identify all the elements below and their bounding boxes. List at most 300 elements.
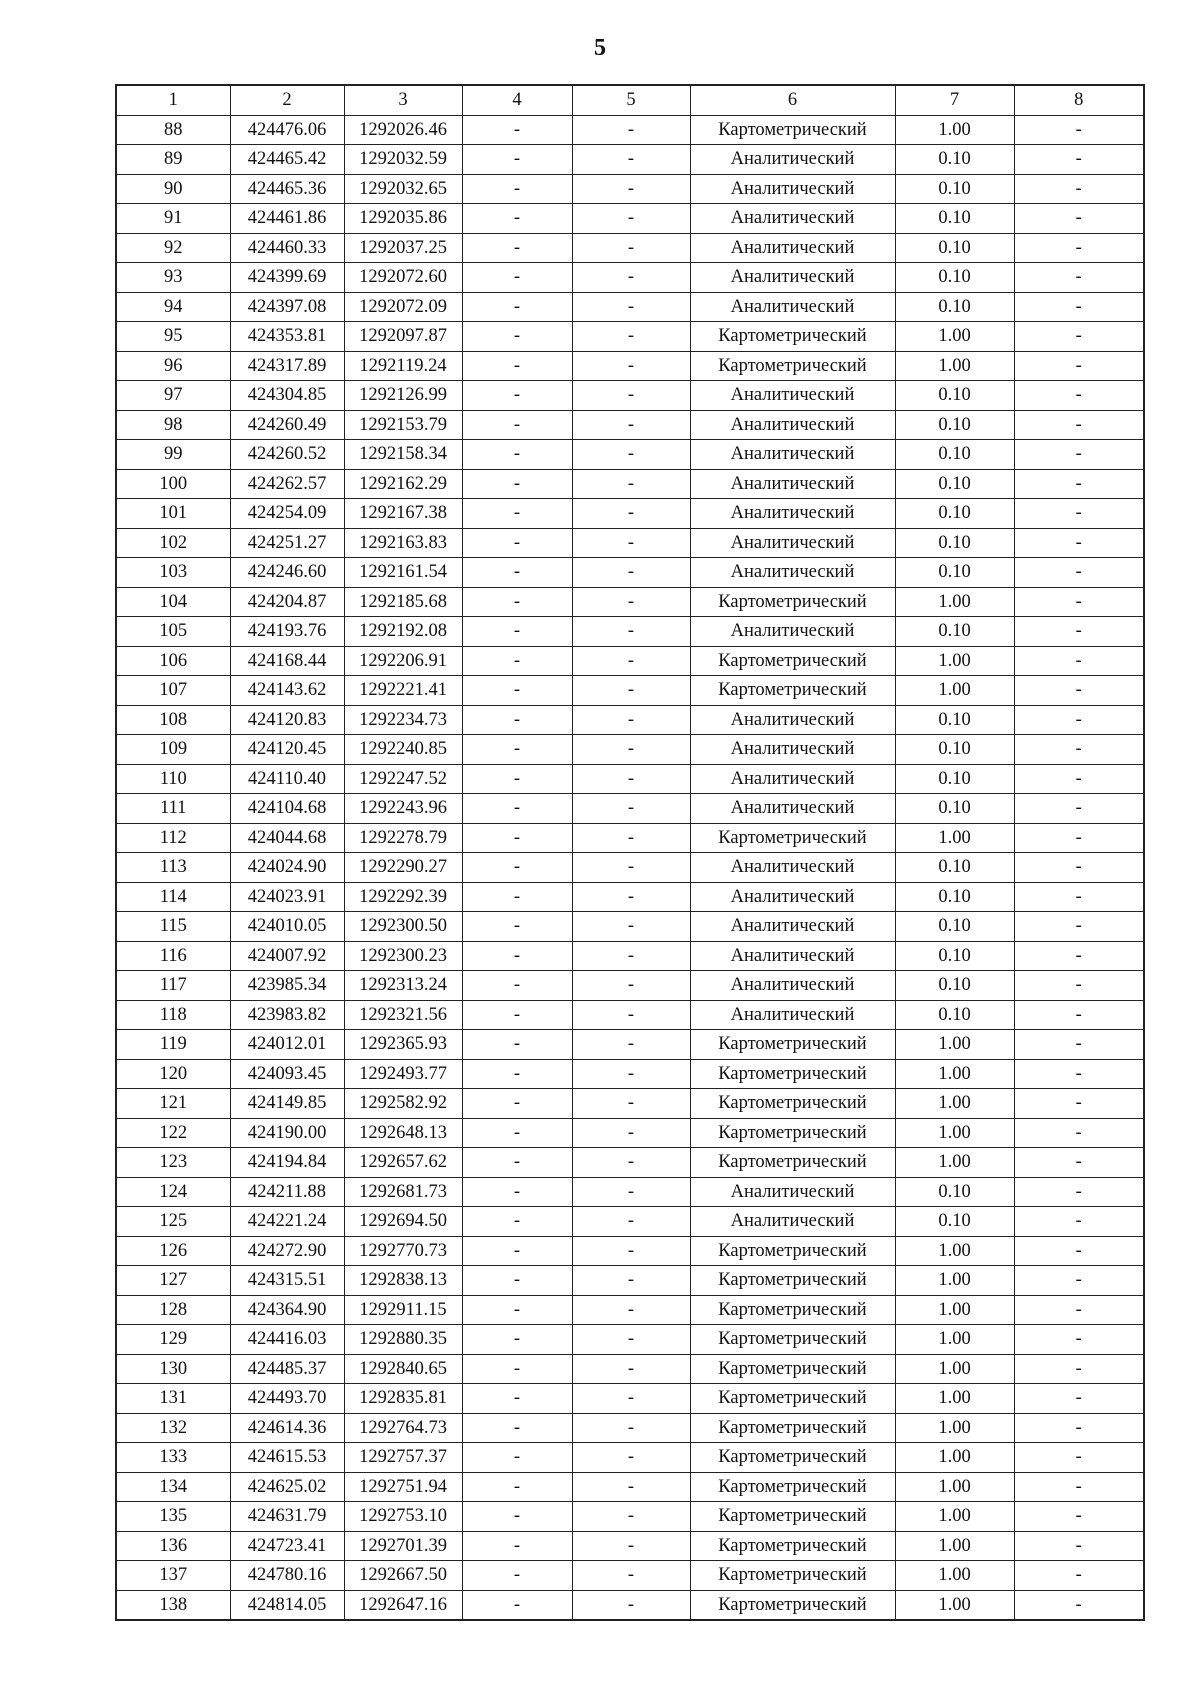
column-5-cell: - xyxy=(572,410,690,440)
accuracy-cell: 0.10 xyxy=(895,853,1014,883)
table-row xyxy=(116,1030,1144,1060)
column-4-cell: - xyxy=(462,1295,572,1325)
y-coordinate-cell: 1292840.65 xyxy=(344,1354,462,1384)
column-4-cell: - xyxy=(462,1384,572,1414)
y-coordinate-cell: 1292247.52 xyxy=(344,764,462,794)
x-coordinate-cell: 424120.45 xyxy=(230,735,344,765)
column-5-cell: - xyxy=(572,292,690,322)
point-number-cell: 102 xyxy=(116,528,230,558)
column-4-cell: - xyxy=(462,263,572,293)
column-8-cell: - xyxy=(1014,735,1144,765)
table-row xyxy=(116,912,1144,942)
column-4-cell: - xyxy=(462,204,572,234)
column-4-cell: - xyxy=(462,1413,572,1443)
point-number-cell: 91 xyxy=(116,204,230,234)
y-coordinate-cell: 1292278.79 xyxy=(344,823,462,853)
point-number-cell: 122 xyxy=(116,1118,230,1148)
y-coordinate-cell: 1292313.24 xyxy=(344,971,462,1001)
column-header-1: 1 xyxy=(116,85,230,115)
accuracy-cell: 0.10 xyxy=(895,528,1014,558)
table-row xyxy=(116,764,1144,794)
column-5-cell: - xyxy=(572,115,690,145)
x-coordinate-cell: 424007.92 xyxy=(230,941,344,971)
point-number-cell: 99 xyxy=(116,440,230,470)
accuracy-cell: 1.00 xyxy=(895,1030,1014,1060)
column-8-cell: - xyxy=(1014,1148,1144,1178)
column-8-cell: - xyxy=(1014,1472,1144,1502)
table-row xyxy=(116,381,1144,411)
column-4-cell: - xyxy=(462,1030,572,1060)
column-5-cell: - xyxy=(572,351,690,381)
column-5-cell: - xyxy=(572,322,690,352)
method-cell: Аналитический xyxy=(690,882,895,912)
x-coordinate-cell: 424416.03 xyxy=(230,1325,344,1355)
accuracy-cell: 0.10 xyxy=(895,1177,1014,1207)
method-cell: Аналитический xyxy=(690,410,895,440)
x-coordinate-cell: 424023.91 xyxy=(230,882,344,912)
point-number-cell: 138 xyxy=(116,1590,230,1620)
column-4-cell: - xyxy=(462,823,572,853)
point-number-cell: 119 xyxy=(116,1030,230,1060)
point-number-cell: 108 xyxy=(116,705,230,735)
column-8-cell: - xyxy=(1014,204,1144,234)
table-header-row xyxy=(116,85,1144,115)
column-5-cell: - xyxy=(572,853,690,883)
column-4-cell: - xyxy=(462,1148,572,1178)
x-coordinate-cell: 424254.09 xyxy=(230,499,344,529)
accuracy-cell: 1.00 xyxy=(895,1295,1014,1325)
table-row xyxy=(116,174,1144,204)
page-number: 5 xyxy=(594,35,606,61)
method-cell: Картометрический xyxy=(690,676,895,706)
column-5-cell: - xyxy=(572,912,690,942)
column-8-cell: - xyxy=(1014,764,1144,794)
table-row xyxy=(116,115,1144,145)
accuracy-cell: 1.00 xyxy=(895,1354,1014,1384)
method-cell: Аналитический xyxy=(690,469,895,499)
table-row xyxy=(116,233,1144,263)
column-5-cell: - xyxy=(572,145,690,175)
column-8-cell: - xyxy=(1014,1325,1144,1355)
x-coordinate-cell: 424272.90 xyxy=(230,1236,344,1266)
point-number-cell: 101 xyxy=(116,499,230,529)
table-row xyxy=(116,322,1144,352)
y-coordinate-cell: 1292072.09 xyxy=(344,292,462,322)
x-coordinate-cell: 424262.57 xyxy=(230,469,344,499)
accuracy-cell: 0.10 xyxy=(895,882,1014,912)
column-5-cell: - xyxy=(572,1059,690,1089)
column-4-cell: - xyxy=(462,1207,572,1237)
method-cell: Аналитический xyxy=(690,174,895,204)
x-coordinate-cell: 424814.05 xyxy=(230,1590,344,1620)
column-8-cell: - xyxy=(1014,145,1144,175)
y-coordinate-cell: 1292764.73 xyxy=(344,1413,462,1443)
x-coordinate-cell: 423985.34 xyxy=(230,971,344,1001)
method-cell: Картометрический xyxy=(690,1561,895,1591)
column-5-cell: - xyxy=(572,1030,690,1060)
column-5-cell: - xyxy=(572,882,690,912)
column-8-cell: - xyxy=(1014,1354,1144,1384)
x-coordinate-cell: 424485.37 xyxy=(230,1354,344,1384)
method-cell: Картометрический xyxy=(690,1059,895,1089)
accuracy-cell: 0.10 xyxy=(895,469,1014,499)
table-row xyxy=(116,646,1144,676)
x-coordinate-cell: 424304.85 xyxy=(230,381,344,411)
method-cell: Аналитический xyxy=(690,204,895,234)
point-number-cell: 89 xyxy=(116,145,230,175)
method-cell: Картометрический xyxy=(690,587,895,617)
column-4-cell: - xyxy=(462,469,572,499)
accuracy-cell: 1.00 xyxy=(895,322,1014,352)
table-row xyxy=(116,735,1144,765)
method-cell: Аналитический xyxy=(690,853,895,883)
column-4-cell: - xyxy=(462,322,572,352)
accuracy-cell: 0.10 xyxy=(895,558,1014,588)
column-8-cell: - xyxy=(1014,1089,1144,1119)
column-4-cell: - xyxy=(462,735,572,765)
column-5-cell: - xyxy=(572,233,690,263)
point-number-cell: 134 xyxy=(116,1472,230,1502)
point-number-cell: 116 xyxy=(116,941,230,971)
point-number-cell: 127 xyxy=(116,1266,230,1296)
column-4-cell: - xyxy=(462,1325,572,1355)
table-row xyxy=(116,499,1144,529)
y-coordinate-cell: 1292158.34 xyxy=(344,440,462,470)
method-cell: Картометрический xyxy=(690,351,895,381)
column-4-cell: - xyxy=(462,764,572,794)
method-cell: Картометрический xyxy=(690,1590,895,1620)
accuracy-cell: 0.10 xyxy=(895,764,1014,794)
column-8-cell: - xyxy=(1014,1030,1144,1060)
point-number-cell: 114 xyxy=(116,882,230,912)
method-cell: Картометрический xyxy=(690,823,895,853)
point-number-cell: 136 xyxy=(116,1531,230,1561)
point-number-cell: 107 xyxy=(116,676,230,706)
table-row xyxy=(116,1000,1144,1030)
y-coordinate-cell: 1292835.81 xyxy=(344,1384,462,1414)
column-5-cell: - xyxy=(572,1118,690,1148)
y-coordinate-cell: 1292657.62 xyxy=(344,1148,462,1178)
column-5-cell: - xyxy=(572,1561,690,1591)
column-5-cell: - xyxy=(572,1177,690,1207)
accuracy-cell: 1.00 xyxy=(895,1148,1014,1178)
column-8-cell: - xyxy=(1014,676,1144,706)
column-5-cell: - xyxy=(572,971,690,1001)
column-5-cell: - xyxy=(572,1000,690,1030)
point-number-cell: 126 xyxy=(116,1236,230,1266)
column-4-cell: - xyxy=(462,1236,572,1266)
accuracy-cell: 0.10 xyxy=(895,794,1014,824)
point-number-cell: 96 xyxy=(116,351,230,381)
accuracy-cell: 1.00 xyxy=(895,1531,1014,1561)
column-8-cell: - xyxy=(1014,1295,1144,1325)
column-4-cell: - xyxy=(462,174,572,204)
column-4-cell: - xyxy=(462,705,572,735)
accuracy-cell: 1.00 xyxy=(895,1266,1014,1296)
point-number-cell: 105 xyxy=(116,617,230,647)
column-5-cell: - xyxy=(572,381,690,411)
table-row xyxy=(116,1059,1144,1089)
accuracy-cell: 1.00 xyxy=(895,1590,1014,1620)
column-4-cell: - xyxy=(462,676,572,706)
y-coordinate-cell: 1292365.93 xyxy=(344,1030,462,1060)
column-4-cell: - xyxy=(462,587,572,617)
table-row xyxy=(116,941,1144,971)
method-cell: Аналитический xyxy=(690,381,895,411)
column-4-cell: - xyxy=(462,381,572,411)
y-coordinate-cell: 1292753.10 xyxy=(344,1502,462,1532)
column-4-cell: - xyxy=(462,941,572,971)
column-5-cell: - xyxy=(572,1443,690,1473)
column-4-cell: - xyxy=(462,1177,572,1207)
column-4-cell: - xyxy=(462,1502,572,1532)
column-4-cell: - xyxy=(462,1472,572,1502)
y-coordinate-cell: 1292757.37 xyxy=(344,1443,462,1473)
y-coordinate-cell: 1292240.85 xyxy=(344,735,462,765)
table-row xyxy=(116,351,1144,381)
column-8-cell: - xyxy=(1014,587,1144,617)
x-coordinate-cell: 424110.40 xyxy=(230,764,344,794)
x-coordinate-cell: 424193.76 xyxy=(230,617,344,647)
x-coordinate-cell: 424211.88 xyxy=(230,1177,344,1207)
column-8-cell: - xyxy=(1014,853,1144,883)
accuracy-cell: 1.00 xyxy=(895,1384,1014,1414)
table-row xyxy=(116,794,1144,824)
method-cell: Картометрический xyxy=(690,1531,895,1561)
column-5-cell: - xyxy=(572,440,690,470)
y-coordinate-cell: 1292032.59 xyxy=(344,145,462,175)
point-number-cell: 103 xyxy=(116,558,230,588)
column-5-cell: - xyxy=(572,1472,690,1502)
column-5-cell: - xyxy=(572,174,690,204)
column-5-cell: - xyxy=(572,1413,690,1443)
table-row xyxy=(116,882,1144,912)
column-8-cell: - xyxy=(1014,115,1144,145)
method-cell: Аналитический xyxy=(690,941,895,971)
x-coordinate-cell: 424190.00 xyxy=(230,1118,344,1148)
table-row xyxy=(116,971,1144,1001)
accuracy-cell: 1.00 xyxy=(895,1502,1014,1532)
y-coordinate-cell: 1292582.92 xyxy=(344,1089,462,1119)
accuracy-cell: 1.00 xyxy=(895,115,1014,145)
method-cell: Аналитический xyxy=(690,145,895,175)
accuracy-cell: 0.10 xyxy=(895,233,1014,263)
point-number-cell: 133 xyxy=(116,1443,230,1473)
x-coordinate-cell: 424399.69 xyxy=(230,263,344,293)
method-cell: Аналитический xyxy=(690,764,895,794)
accuracy-cell: 0.10 xyxy=(895,1000,1014,1030)
method-cell: Картометрический xyxy=(690,1443,895,1473)
method-cell: Аналитический xyxy=(690,499,895,529)
column-5-cell: - xyxy=(572,1354,690,1384)
x-coordinate-cell: 424397.08 xyxy=(230,292,344,322)
column-header-5: 5 xyxy=(572,85,690,115)
column-4-cell: - xyxy=(462,145,572,175)
table-row xyxy=(116,292,1144,322)
column-4-cell: - xyxy=(462,1443,572,1473)
table-row xyxy=(116,1502,1144,1532)
column-8-cell: - xyxy=(1014,1413,1144,1443)
column-8-cell: - xyxy=(1014,558,1144,588)
x-coordinate-cell: 424476.06 xyxy=(230,115,344,145)
column-5-cell: - xyxy=(572,1590,690,1620)
x-coordinate-cell: 424204.87 xyxy=(230,587,344,617)
y-coordinate-cell: 1292167.38 xyxy=(344,499,462,529)
accuracy-cell: 1.00 xyxy=(895,1413,1014,1443)
point-number-cell: 123 xyxy=(116,1148,230,1178)
column-5-cell: - xyxy=(572,1384,690,1414)
column-8-cell: - xyxy=(1014,1502,1144,1532)
table-row xyxy=(116,705,1144,735)
column-5-cell: - xyxy=(572,1266,690,1296)
table-row xyxy=(116,823,1144,853)
x-coordinate-cell: 424104.68 xyxy=(230,794,344,824)
y-coordinate-cell: 1292667.50 xyxy=(344,1561,462,1591)
y-coordinate-cell: 1292300.23 xyxy=(344,941,462,971)
y-coordinate-cell: 1292119.24 xyxy=(344,351,462,381)
method-cell: Картометрический xyxy=(690,1266,895,1296)
y-coordinate-cell: 1292701.39 xyxy=(344,1531,462,1561)
y-coordinate-cell: 1292243.96 xyxy=(344,794,462,824)
y-coordinate-cell: 1292163.83 xyxy=(344,528,462,558)
accuracy-cell: 1.00 xyxy=(895,1472,1014,1502)
method-cell: Аналитический xyxy=(690,292,895,322)
method-cell: Аналитический xyxy=(690,912,895,942)
column-4-cell: - xyxy=(462,1266,572,1296)
x-coordinate-cell: 424631.79 xyxy=(230,1502,344,1532)
column-8-cell: - xyxy=(1014,912,1144,942)
y-coordinate-cell: 1292032.65 xyxy=(344,174,462,204)
column-5-cell: - xyxy=(572,1207,690,1237)
accuracy-cell: 0.10 xyxy=(895,204,1014,234)
x-coordinate-cell: 424461.86 xyxy=(230,204,344,234)
column-8-cell: - xyxy=(1014,646,1144,676)
x-coordinate-cell: 424625.02 xyxy=(230,1472,344,1502)
column-5-cell: - xyxy=(572,204,690,234)
accuracy-cell: 0.10 xyxy=(895,381,1014,411)
y-coordinate-cell: 1292221.41 xyxy=(344,676,462,706)
table-row xyxy=(116,1148,1144,1178)
column-8-cell: - xyxy=(1014,941,1144,971)
point-number-cell: 97 xyxy=(116,381,230,411)
accuracy-cell: 1.00 xyxy=(895,676,1014,706)
column-5-cell: - xyxy=(572,528,690,558)
column-5-cell: - xyxy=(572,705,690,735)
y-coordinate-cell: 1292192.08 xyxy=(344,617,462,647)
y-coordinate-cell: 1292681.73 xyxy=(344,1177,462,1207)
column-4-cell: - xyxy=(462,499,572,529)
point-number-cell: 93 xyxy=(116,263,230,293)
point-number-cell: 125 xyxy=(116,1207,230,1237)
column-4-cell: - xyxy=(462,440,572,470)
column-header-4: 4 xyxy=(462,85,572,115)
x-coordinate-cell: 424024.90 xyxy=(230,853,344,883)
x-coordinate-cell: 424260.52 xyxy=(230,440,344,470)
method-cell: Картометрический xyxy=(690,1325,895,1355)
y-coordinate-cell: 1292161.54 xyxy=(344,558,462,588)
column-8-cell: - xyxy=(1014,1590,1144,1620)
point-number-cell: 130 xyxy=(116,1354,230,1384)
column-8-cell: - xyxy=(1014,1059,1144,1089)
column-8-cell: - xyxy=(1014,1236,1144,1266)
table-row xyxy=(116,204,1144,234)
table-row xyxy=(116,1472,1144,1502)
y-coordinate-cell: 1292770.73 xyxy=(344,1236,462,1266)
accuracy-cell: 0.10 xyxy=(895,410,1014,440)
point-number-cell: 118 xyxy=(116,1000,230,1030)
column-8-cell: - xyxy=(1014,1118,1144,1148)
method-cell: Картометрический xyxy=(690,1472,895,1502)
method-cell: Картометрический xyxy=(690,1384,895,1414)
table-row xyxy=(116,1413,1144,1443)
point-number-cell: 117 xyxy=(116,971,230,1001)
point-number-cell: 95 xyxy=(116,322,230,352)
column-4-cell: - xyxy=(462,1000,572,1030)
accuracy-cell: 0.10 xyxy=(895,705,1014,735)
y-coordinate-cell: 1292300.50 xyxy=(344,912,462,942)
column-4-cell: - xyxy=(462,351,572,381)
accuracy-cell: 0.10 xyxy=(895,440,1014,470)
method-cell: Аналитический xyxy=(690,1000,895,1030)
column-4-cell: - xyxy=(462,1089,572,1119)
point-number-cell: 90 xyxy=(116,174,230,204)
column-8-cell: - xyxy=(1014,1177,1144,1207)
column-4-cell: - xyxy=(462,410,572,440)
table-row xyxy=(116,1354,1144,1384)
column-5-cell: - xyxy=(572,823,690,853)
column-8-cell: - xyxy=(1014,499,1144,529)
y-coordinate-cell: 1292206.91 xyxy=(344,646,462,676)
column-4-cell: - xyxy=(462,1590,572,1620)
column-4-cell: - xyxy=(462,794,572,824)
point-number-cell: 112 xyxy=(116,823,230,853)
column-5-cell: - xyxy=(572,263,690,293)
point-number-cell: 100 xyxy=(116,469,230,499)
column-5-cell: - xyxy=(572,469,690,499)
column-header-8: 8 xyxy=(1014,85,1144,115)
x-coordinate-cell: 424168.44 xyxy=(230,646,344,676)
column-header-2: 2 xyxy=(230,85,344,115)
accuracy-cell: 1.00 xyxy=(895,1059,1014,1089)
x-coordinate-cell: 424317.89 xyxy=(230,351,344,381)
table-row xyxy=(116,558,1144,588)
method-cell: Аналитический xyxy=(690,735,895,765)
table-row xyxy=(116,1325,1144,1355)
column-5-cell: - xyxy=(572,499,690,529)
accuracy-cell: 0.10 xyxy=(895,499,1014,529)
x-coordinate-cell: 424194.84 xyxy=(230,1148,344,1178)
method-cell: Картометрический xyxy=(690,322,895,352)
column-5-cell: - xyxy=(572,646,690,676)
column-8-cell: - xyxy=(1014,440,1144,470)
accuracy-cell: 0.10 xyxy=(895,971,1014,1001)
y-coordinate-cell: 1292292.39 xyxy=(344,882,462,912)
method-cell: Картометрический xyxy=(690,115,895,145)
table-row xyxy=(116,1295,1144,1325)
x-coordinate-cell: 424315.51 xyxy=(230,1266,344,1296)
column-8-cell: - xyxy=(1014,1266,1144,1296)
column-4-cell: - xyxy=(462,1561,572,1591)
y-coordinate-cell: 1292751.94 xyxy=(344,1472,462,1502)
column-4-cell: - xyxy=(462,558,572,588)
column-8-cell: - xyxy=(1014,823,1144,853)
column-header-7: 7 xyxy=(895,85,1014,115)
table-row xyxy=(116,1384,1144,1414)
x-coordinate-cell: 424260.49 xyxy=(230,410,344,440)
column-8-cell: - xyxy=(1014,528,1144,558)
accuracy-cell: 1.00 xyxy=(895,646,1014,676)
x-coordinate-cell: 423983.82 xyxy=(230,1000,344,1030)
